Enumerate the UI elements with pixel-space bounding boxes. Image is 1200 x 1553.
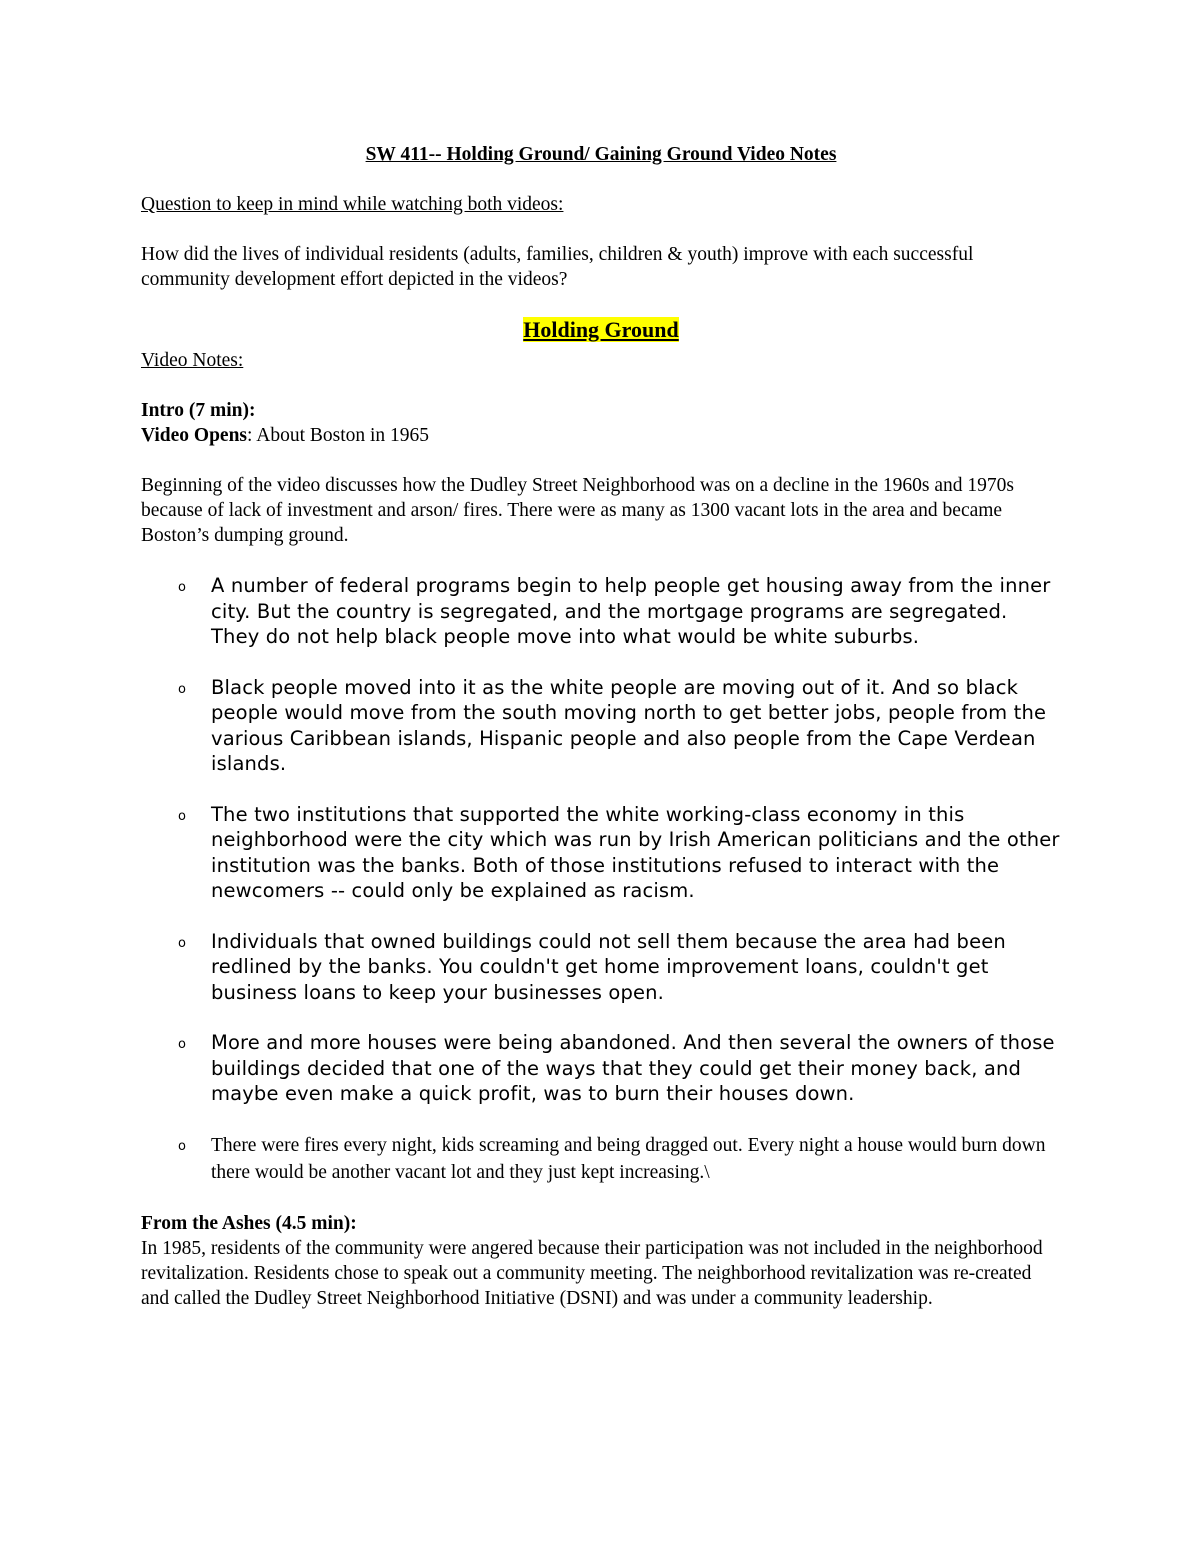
bullet-text: Black people moved into it as the white people are moving out of it. And so black people would move from the south moving north to get better jobs, people from the various Caribbean islands, Hispanic people and also people from the Cape Verdean islands. xyxy=(211,675,1047,775)
video-opens-line xyxy=(141,423,1061,448)
bullet-list xyxy=(141,573,1061,1186)
list-item xyxy=(141,675,1061,777)
bullet-text: The two institutions that supported the white working-class economy in this neighborhood were the city which was run by Irish American politicians and the other institution was the banks. Both of those institutions refused to interact with the newcomers -- could only be explained as racism. xyxy=(211,802,1060,902)
video-opens-text: : About Boston in 1965 xyxy=(247,425,430,446)
intro-heading: Intro (7 min): xyxy=(141,400,256,421)
list-item xyxy=(141,802,1061,904)
bullet-marker: o xyxy=(178,681,187,697)
bullet-text: More and more houses were being abandoned. And then several the owners of those buildings decided that one of the ways that they could get their money back, and maybe even make a quick profit, was to burn their houses down. xyxy=(211,1031,1055,1105)
bullet-marker: o xyxy=(178,1138,186,1154)
list-item xyxy=(141,929,1061,1006)
bullet-text: Individuals that owned buildings could not sell them because the area had been redlined by the banks. You couldn't get home improvement loans, couldn't get business loans to keep your businesses open. xyxy=(211,929,1006,1004)
document-title: SW 411-- Holding Ground/ Gaining Ground Video Notes xyxy=(365,144,837,165)
bullet-marker: o xyxy=(178,935,187,951)
video-opens-label: Video Opens xyxy=(141,425,248,446)
video-notes-label: Video Notes: xyxy=(141,350,244,371)
document-body xyxy=(141,140,1061,1311)
section-heading-text: Holding Ground xyxy=(523,317,679,342)
list-item xyxy=(141,1132,1061,1186)
ashes-paragraph: In 1985, residents of the community were angered because their participation was not included in the neighborhood revitalization. Residents chose to speak out a community meeting. The neighborhood revitalization was re-created and called the Dudley Street Neighborhood Initiative (DSNI) and was under a community leadership. xyxy=(141,1237,1043,1309)
intro-paragraph: Beginning of the video discusses how the Dudley Street Neighborhood was on a decline in the 1960s and 1970s because of lack of investment and arson/ fires. There were as many as 1300 vacant lots in the area and became Boston’s dumping ground. xyxy=(141,475,1015,546)
bullet-marker: o xyxy=(178,808,187,824)
list-item xyxy=(141,1030,1061,1107)
bullet-text: There were fires every night, kids screaming and being dragged out. Every night a house would burn down there would be another vacant lot and they just kept increasing.\ xyxy=(211,1134,1046,1183)
bullet-marker: o xyxy=(178,580,187,595)
section-heading xyxy=(141,316,1061,344)
list-item xyxy=(141,573,1061,650)
bullet-marker: o xyxy=(178,1037,187,1052)
question-text: How did the lives of individual residents (adults, families, children & youth) improve with each successful community development effort depicted in the videos? xyxy=(141,244,974,290)
ashes-heading: From the Ashes (4.5 min): xyxy=(141,1212,357,1234)
bullet-text: A number of federal programs begin to help people get housing away from the inner city. But the country is segregated, and the mortgage programs are segregated. They do not help black people move into what would be white suburbs. xyxy=(211,574,1051,648)
question-label: Question to keep in mind while watching both videos: xyxy=(141,194,564,215)
